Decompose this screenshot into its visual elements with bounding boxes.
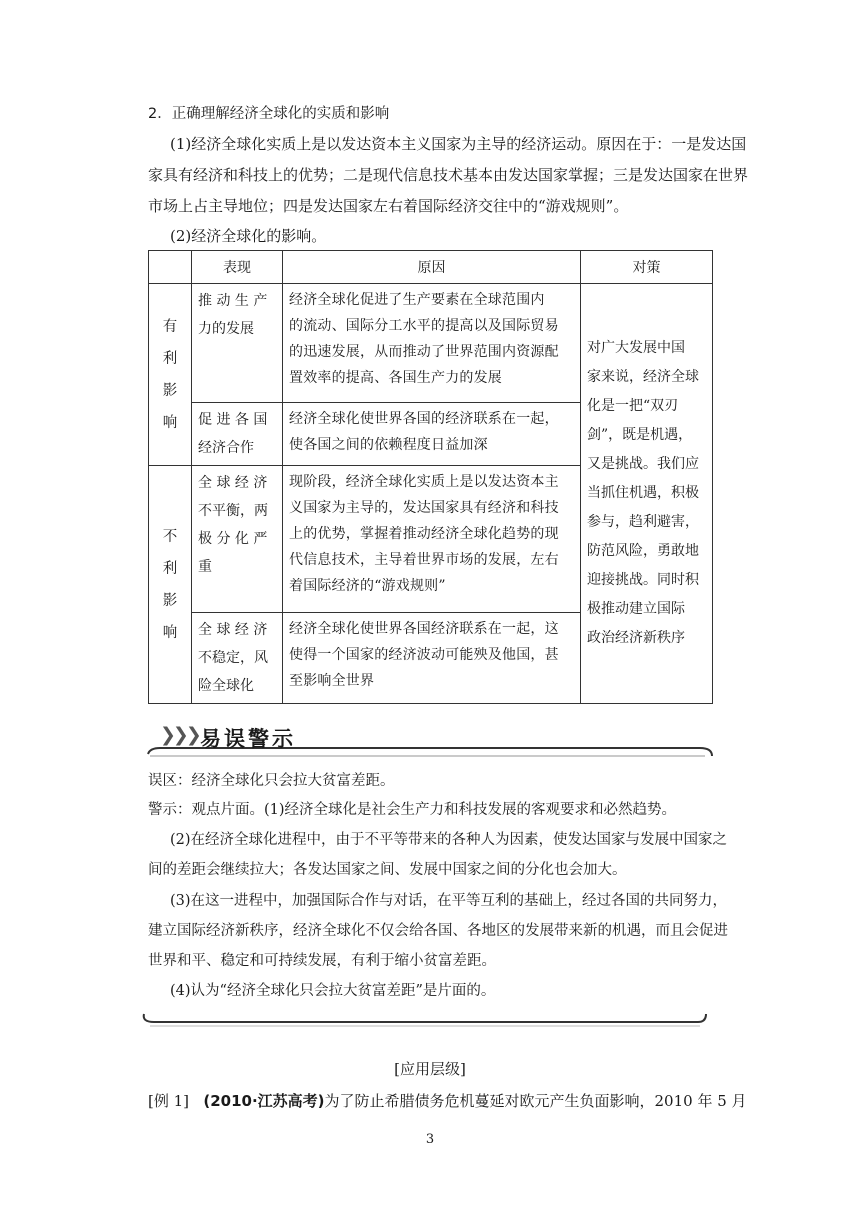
warning-line: (2)在经济全球化进程中，由于不平等带来的各种人为因素，使发达国家与发展中国家之: [170, 832, 728, 848]
example-source: (2010·江苏高考): [203, 1092, 325, 1110]
table-header-cell: 原因: [283, 251, 581, 284]
paragraph-line: (1)经济全球化实质上是以发达资本主义国家为主导的经济运动。原因在于：一是发达国: [170, 135, 747, 153]
show-cell: 全 球 经 济 不稳定，风 险全球化: [192, 613, 283, 704]
chevrons-icon: ❯❯❯: [160, 724, 199, 746]
group-label-unfavorable: 不 利 影 响: [149, 466, 192, 704]
warning-line: 警示：观点片面。(1)经济全球化是社会生产力和科技发展的客观要求和必然趋势。: [148, 802, 677, 818]
reason-cell: 经济全球化促进了生产要素在全球范围内 的流动、国际分工水平的提高以及国际贸易 的迅速发展，从而推动了世界范围内资源配 置效率的提高、各国生产力的发展: [283, 284, 581, 403]
warning-title: 易误警示: [200, 727, 296, 751]
reason-cell: 经济全球化使世界各国的经济联系在一起， 使各国之间的依赖程度日益加深: [283, 403, 581, 466]
warning-line: 建立国际经济新秩序，经济全球化不仅会给各国、各地区的发展带来新的机遇，而且会促进: [148, 923, 728, 939]
warning-line: (4)认为“经济全球化只会拉大贫富差距”是片面的。: [170, 983, 496, 999]
apply-level-label: [应用层级]: [394, 1060, 466, 1078]
warning-bottom-rule: [140, 1010, 710, 1028]
show-cell: 推 动 生 产 力的发展: [192, 284, 283, 403]
warning-line: 间的差距会继续拉大；各发达国家之间、发展中国家之间的分化也会加大。: [148, 862, 627, 878]
section-heading: 2．正确理解经济全球化的实质和影响: [148, 106, 390, 122]
table-header-cell: [149, 251, 192, 284]
example-text: 为了防止希腊债务危机蔓延对欧元产生负面影响，2010 年 5 月: [324, 1092, 747, 1110]
paragraph-line: 家具有经济和科技上的优势；二是现代信息技术基本由发达国家掌握；三是发达国家在世界: [148, 166, 749, 184]
countermeasure-cell: 对广大发展中国 家来说，经济全球 化是一把“双刃 剑”，既是机遇， 又是挑战。我们应 当抓住机遇，积极 参与，趋利避害， 防范风险，勇敢地 迎接挑战。同时积 极推动建立国际 政治经济新秩序: [581, 284, 713, 704]
group-label-favorable: 有 利 影 响: [149, 284, 192, 466]
warning-line: 世界和平、稳定和可持续发展，有利于缩小贫富差距。: [148, 953, 496, 969]
warning-line: (3)在这一进程中，加强国际合作与对话，在平等互利的基础上，经过各国的共同努力，: [170, 893, 728, 909]
table-header-cell: 表现: [192, 251, 283, 284]
paragraph-line: 市场上占主导地位；四是发达国家左右着国际经济交往中的“游戏规则”。: [148, 197, 629, 215]
show-cell: 全 球 经 济 不平衡，两 极 分 化 严 重: [192, 466, 283, 613]
globalization-influence-table: [148, 250, 713, 704]
reason-cell: 现阶段，经济全球化实质上是以发达资本主 义国家为主导的，发达国家具有经济和科技 上的优势，掌握着推动经济全球化趋势的现 代信息技术，主导着世界市场的发展，左右 着国际经济的“游戏规则”: [283, 466, 581, 613]
table-header-row: [149, 251, 713, 284]
show-cell: 促 进 各 国 经济合作: [192, 403, 283, 466]
table-row: [149, 284, 713, 403]
table-header-cell: 对策: [581, 251, 713, 284]
warning-line: 误区：经济全球化只会拉大贫富差距。: [148, 773, 395, 789]
reason-cell: 经济全球化使世界各国经济联系在一起，这 使得一个国家的经济波动可能殃及他国，甚 至影响全世界: [283, 613, 581, 704]
example-tag: [例 1]: [148, 1092, 190, 1110]
page-number: 3: [425, 1132, 435, 1147]
example-line: [148, 1090, 747, 1111]
paragraph-line: (2)经济全球化的影响。: [170, 227, 327, 245]
